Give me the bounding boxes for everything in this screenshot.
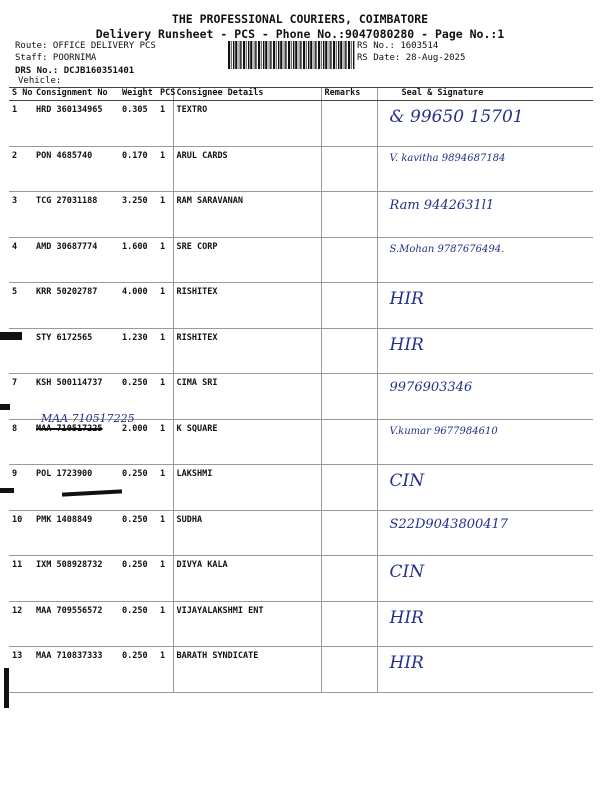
- barcode-bar: [325, 41, 327, 69]
- barcode-bar: [323, 41, 324, 69]
- cell-sno: 7: [9, 374, 33, 420]
- barcode-bar: [333, 41, 335, 69]
- cell-seal-signature: [377, 510, 593, 556]
- cell-pcs: 1: [157, 419, 173, 465]
- cell-remarks: [321, 237, 377, 283]
- cell-weight: 1.600: [119, 237, 157, 283]
- cell-pcs: 1: [157, 374, 173, 420]
- cell-weight: 3.250: [119, 192, 157, 238]
- cell-consignment: HRD 360134965: [33, 101, 119, 147]
- table-row: [9, 647, 593, 693]
- cell-pcs: 1: [157, 283, 173, 329]
- cell-pcs: 1: [157, 510, 173, 556]
- cell-weight: 0.250: [119, 465, 157, 511]
- cell-consignee: DIVYA KALA: [173, 556, 321, 602]
- table-row: [9, 465, 593, 511]
- cell-consignee: RAM SARAVANAN: [173, 192, 321, 238]
- cell-weight: 2.000: [119, 419, 157, 465]
- table-row: [9, 237, 593, 283]
- barcode-bar: [228, 41, 230, 69]
- barcode-bar: [263, 41, 264, 69]
- cell-pcs: 1: [157, 601, 173, 647]
- barcode-bar: [285, 41, 286, 69]
- cell-seal-signature: [377, 328, 593, 374]
- barcode-bar: [348, 41, 350, 69]
- cell-remarks: [321, 374, 377, 420]
- cell-seal-signature: [377, 237, 593, 283]
- handwritten-consignment-note: MAA 710517225: [41, 412, 135, 425]
- cell-weight: 4.000: [119, 283, 157, 329]
- cell-pcs: 1: [157, 328, 173, 374]
- cell-consignee: SUDHA: [173, 510, 321, 556]
- cell-seal-signature: [377, 419, 593, 465]
- staff-label: Staff: POORNIMA: [15, 53, 97, 63]
- signature-handwriting: CIN: [389, 562, 425, 582]
- table-row: [9, 328, 593, 374]
- runsheet-table: [9, 87, 593, 693]
- col-remarks: Remarks: [321, 88, 377, 101]
- cell-pcs: 1: [157, 465, 173, 511]
- signature-handwriting: HIR: [389, 289, 424, 309]
- cell-pcs: 1: [157, 237, 173, 283]
- barcode-icon: [228, 41, 354, 69]
- barcode-bar: [278, 41, 279, 69]
- cell-seal-signature: [377, 146, 593, 192]
- cell-sno: 12: [9, 601, 33, 647]
- scan-mark: [4, 668, 9, 708]
- table-row: [9, 419, 593, 465]
- table-row: [9, 101, 593, 147]
- cell-consignment: PMK 1408849: [33, 510, 119, 556]
- barcode-bar: [250, 41, 252, 69]
- barcode-bar: [288, 41, 290, 69]
- barcode-bar: [270, 41, 271, 69]
- cell-consignment: STY 6172565: [33, 328, 119, 374]
- barcode-bar: [315, 41, 316, 69]
- scan-mark: [0, 404, 10, 410]
- cell-consignee: K SQUARE: [173, 419, 321, 465]
- barcode-bar: [254, 41, 255, 69]
- barcode-bar: [240, 41, 241, 69]
- cell-consignment: MAA 710517225: [33, 419, 119, 465]
- barcode-bar: [239, 41, 240, 69]
- barcode-bar: [345, 41, 346, 69]
- barcode-bar: [351, 41, 352, 69]
- signature-handwriting: HIR: [389, 653, 424, 673]
- cell-seal-signature: [377, 192, 593, 238]
- barcode-bar: [340, 41, 342, 69]
- cell-sno: 8: [9, 419, 33, 465]
- cell-consignment: KSH 500114737: [33, 374, 119, 420]
- cell-consignment: POL 1723900: [33, 465, 119, 511]
- barcode-bar: [303, 41, 305, 69]
- cell-consignment: KRR 50202787: [33, 283, 119, 329]
- cell-seal-signature: [377, 647, 593, 693]
- cell-seal-signature: [377, 465, 593, 511]
- table-row: [9, 146, 593, 192]
- cell-remarks: [321, 192, 377, 238]
- barcode-bar: [248, 41, 249, 69]
- cell-weight: 0.305: [119, 101, 157, 147]
- cell-remarks: [321, 465, 377, 511]
- barcode-bar: [300, 41, 301, 69]
- cell-consignee: VIJAYALAKSHMI ENT: [173, 601, 321, 647]
- cell-weight: 0.250: [119, 556, 157, 602]
- scan-mark: [0, 332, 22, 340]
- cell-remarks: [321, 146, 377, 192]
- barcode-bar: [344, 41, 345, 69]
- signature-handwriting: V.kumar 9677984610: [389, 425, 498, 437]
- barcode-bar: [243, 41, 245, 69]
- signature-handwriting: CIN: [389, 471, 425, 491]
- col-seal-signature: Seal & Signature: [377, 88, 593, 101]
- barcode-bar: [299, 41, 300, 69]
- signature-handwriting: HIR: [389, 334, 424, 355]
- table-row: [9, 192, 593, 238]
- barcode-bar: [308, 41, 309, 69]
- barcode-bar: [284, 41, 285, 69]
- barcode-bar: [310, 41, 312, 69]
- cell-seal-signature: [377, 601, 593, 647]
- cell-weight: 0.250: [119, 647, 157, 693]
- barcode-bar: [295, 41, 297, 69]
- cell-remarks: [321, 647, 377, 693]
- cell-consignee: RISHITEX: [173, 328, 321, 374]
- barcode-bar: [269, 41, 270, 69]
- signature-handwriting: Ram 9442631l1: [389, 198, 495, 213]
- table-row: [9, 556, 593, 602]
- col-sno: S No: [9, 88, 33, 101]
- cell-pcs: 1: [157, 101, 173, 147]
- cell-remarks: [321, 556, 377, 602]
- cell-consignee: BARATH SYNDICATE: [173, 647, 321, 693]
- barcode-bar: [318, 41, 320, 69]
- cell-remarks: [321, 601, 377, 647]
- cell-consignee: SRE CORP: [173, 237, 321, 283]
- barcode-bar: [338, 41, 339, 69]
- barcode-bar: [329, 41, 330, 69]
- barcode-bar: [306, 41, 307, 69]
- cell-weight: 0.250: [119, 601, 157, 647]
- signature-handwriting: V. kavitha 9894687184: [389, 152, 506, 164]
- cell-pcs: 1: [157, 647, 173, 693]
- cell-remarks: [321, 328, 377, 374]
- cell-remarks: [321, 101, 377, 147]
- signature-handwriting: 9976903346: [389, 380, 473, 395]
- cell-pcs: 1: [157, 146, 173, 192]
- signature-handwriting: S.Mohan 9787676494.: [389, 243, 505, 255]
- barcode-bar: [273, 41, 275, 69]
- table-row: [9, 601, 593, 647]
- col-consignee: Consignee Details: [173, 88, 321, 101]
- signature-handwriting: HIR: [389, 607, 424, 628]
- barcode-bar: [321, 41, 322, 69]
- cell-sno: 13: [9, 647, 33, 693]
- cell-consignee: RISHITEX: [173, 283, 321, 329]
- cell-seal-signature: [377, 283, 593, 329]
- drs-number: DRS No.: DCJB160351401: [15, 66, 135, 76]
- cell-remarks: [321, 510, 377, 556]
- cell-sno: 9: [9, 465, 33, 511]
- cell-sno: 5: [9, 283, 33, 329]
- barcode-bar: [353, 41, 354, 69]
- runsheet-subtitle: Delivery Runsheet - PCS - Phone No.:9047080280 - Page No.:1: [95, 27, 505, 41]
- cell-weight: 0.250: [119, 510, 157, 556]
- company-name: THE PROFESSIONAL COURIERS, COIMBATORE: [171, 12, 429, 26]
- cell-consignee: LAKSHMI: [173, 465, 321, 511]
- barcode-bar: [336, 41, 337, 69]
- rs-date: RS Date: 28-Aug-2025: [357, 53, 466, 63]
- scan-mark: [0, 488, 14, 493]
- barcode-bar: [265, 41, 267, 69]
- cell-seal-signature: [377, 101, 593, 147]
- table-row: [9, 510, 593, 556]
- barcode-bar: [280, 41, 282, 69]
- cell-sno: 11: [9, 556, 33, 602]
- signature-handwriting: & 99650 15701: [389, 107, 524, 127]
- barcode-bar: [246, 41, 247, 69]
- table-header-row: [9, 88, 593, 101]
- barcode-bar: [330, 41, 331, 69]
- cell-weight: 1.230: [119, 328, 157, 374]
- cell-weight: 0.170: [119, 146, 157, 192]
- barcode-bar: [233, 41, 234, 69]
- cell-consignment: AMD 30687774: [33, 237, 119, 283]
- cell-remarks: [321, 419, 377, 465]
- cell-remarks: [321, 283, 377, 329]
- rs-number: RS No.: 1603514: [357, 41, 439, 51]
- cell-sno: 10: [9, 510, 33, 556]
- cell-consignment: IXM 508928732: [33, 556, 119, 602]
- cell-seal-signature: [377, 374, 593, 420]
- barcode-bar: [255, 41, 256, 69]
- vehicle-label: Vehicle:: [18, 76, 62, 86]
- table-row: [9, 283, 593, 329]
- cell-weight: 0.250: [119, 374, 157, 420]
- col-consignment: Consignment No: [33, 88, 119, 101]
- col-weight: Weight: [119, 88, 157, 101]
- cell-consignment: PON 4685740: [33, 146, 119, 192]
- barcode-bar: [235, 41, 237, 69]
- cell-sno: 1: [9, 101, 33, 147]
- cell-sno: 4: [9, 237, 33, 283]
- barcode-bar: [291, 41, 292, 69]
- cell-sno: 2: [9, 146, 33, 192]
- cell-seal-signature: [377, 556, 593, 602]
- cell-consignment: TCG 27031188: [33, 192, 119, 238]
- barcode-bar: [231, 41, 232, 69]
- col-pcs: PCS: [157, 88, 173, 101]
- cell-consignee: ARUL CARDS: [173, 146, 321, 192]
- barcode-bar: [258, 41, 260, 69]
- cell-consignment: MAA 709556572: [33, 601, 119, 647]
- cell-consignee: CIMA SRI: [173, 374, 321, 420]
- barcode-bar: [314, 41, 315, 69]
- cell-sno: 3: [9, 192, 33, 238]
- cell-pcs: 1: [157, 192, 173, 238]
- barcode-bar: [293, 41, 294, 69]
- signature-handwriting: S22D9043800417: [389, 516, 509, 532]
- barcode-bar: [261, 41, 262, 69]
- cell-consignee: TEXTRO: [173, 101, 321, 147]
- barcode-bar: [276, 41, 277, 69]
- route-label: Route: OFFICE DELIVERY PCS: [15, 41, 156, 51]
- cell-consignment: MAA 710837333: [33, 647, 119, 693]
- cell-pcs: 1: [157, 556, 173, 602]
